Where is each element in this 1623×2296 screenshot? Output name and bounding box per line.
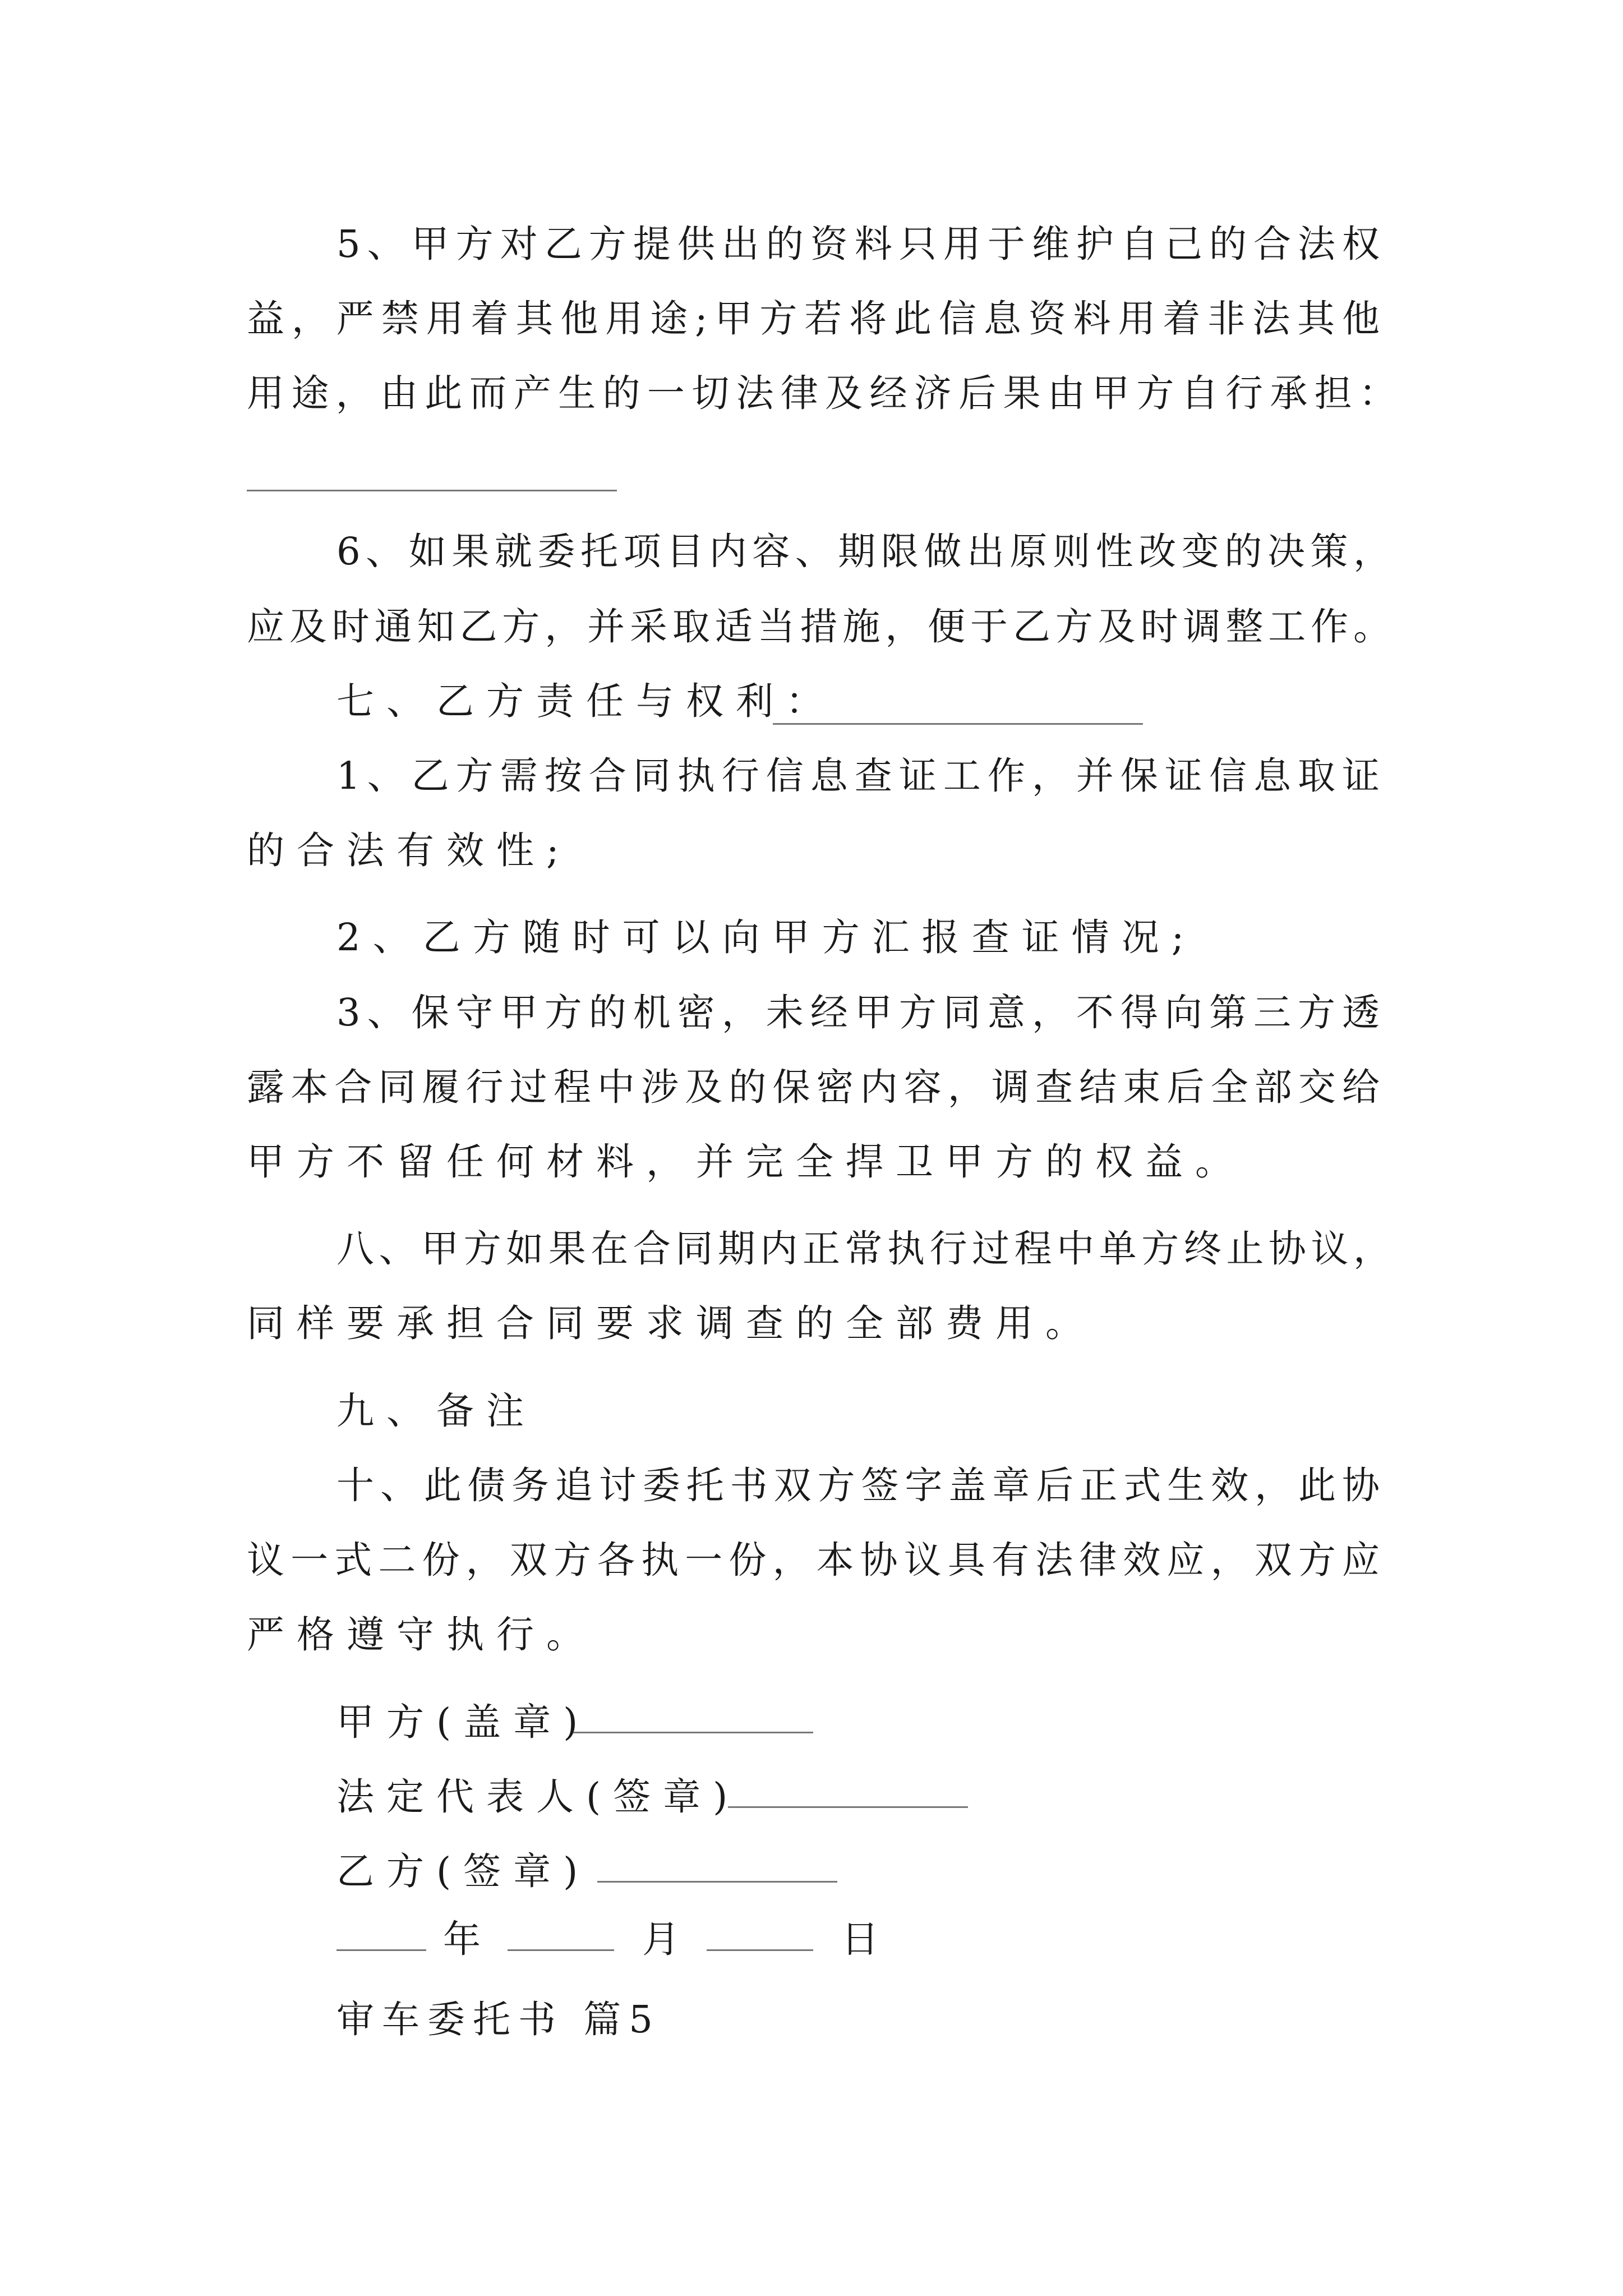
- clause-5-line-1: 5、甲方对乙方提供出的资料只用于维护自己的合法权: [336, 222, 1380, 266]
- section-7-item-3-line-3: 甲方不留任何材料，并完全捍卫甲方的权益。: [247, 1140, 1245, 1184]
- clause-5-line-2: 益，严禁用着其他用途;甲方若将此信息资料用着非法其他: [247, 297, 1380, 341]
- section-10-line-3: 严格遵守执行。: [247, 1613, 596, 1657]
- month-blank: [508, 1949, 614, 1951]
- section-7-item-1-line-2: 的合法有效性;: [247, 829, 571, 872]
- section-7-blank-line: [773, 723, 1143, 725]
- legal-rep-signature-label: 法定代表人(签章): [336, 1775, 740, 1819]
- section-7-item-1-line-1: 1、乙方需按合同执行信息查证工作，并保证信息取证: [336, 754, 1380, 798]
- legal-rep-signature-blank: [728, 1806, 968, 1808]
- section-8-line-2: 同样要承担合同要求调查的全部费用。: [247, 1301, 1095, 1345]
- clause-6-line-1: 6、如果就委托项目内容、期限做出原则性改变的决策，: [336, 530, 1391, 573]
- section-8-line-1: 八、甲方如果在合同期内正常执行过程中单方终止协议，: [336, 1227, 1391, 1271]
- day-blank: [707, 1949, 813, 1951]
- month-label: 月: [642, 1917, 692, 1961]
- day-label: 日: [841, 1917, 891, 1961]
- section-10-line-1: 十、此债务追讨委托书双方签字盖章后正式生效，此协: [336, 1464, 1380, 1507]
- section-7-item-2: 2、乙方随时可以向甲方汇报查证情况;: [336, 915, 1197, 959]
- section-10-line-2: 议一式二份，双方各执一份，本协议具有法律效应，双方应: [247, 1538, 1380, 1582]
- section-7-item-3-line-1: 3、保守甲方的机密，未经甲方同意，不得向第三方透: [336, 991, 1380, 1034]
- clause-5-line-3: 用途，由此而产生的一切法律及经济后果由甲方自行承担：: [247, 371, 1396, 415]
- party-a-seal-blank: [573, 1732, 813, 1733]
- year-blank: [336, 1949, 426, 1951]
- party-b-signature-label: 乙方(签章): [336, 1849, 591, 1893]
- year-label: 年: [443, 1917, 493, 1961]
- party-b-signature-blank: [597, 1881, 837, 1883]
- separator-rule: [247, 490, 617, 491]
- section-9-heading: 九、备注: [336, 1389, 536, 1433]
- section-7-heading-text: 七、乙方责任与权利：: [336, 679, 836, 723]
- section-7-item-3-line-2: 露本合同履行过程中涉及的保密内容，调查结束后全部交给: [247, 1065, 1380, 1109]
- clause-6-line-2: 应及时通知乙方，并采取适当措施，便于乙方及时调整工作。: [247, 605, 1391, 648]
- section-7-heading: [336, 665, 836, 738]
- next-document-heading: 审车委托书 篇5: [336, 1998, 661, 2041]
- party-a-seal-label: 甲方(盖章): [336, 1700, 591, 1744]
